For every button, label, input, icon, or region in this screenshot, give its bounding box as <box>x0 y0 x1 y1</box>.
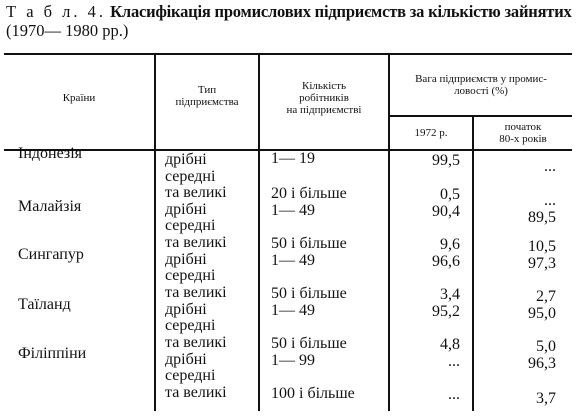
type-cell: та великі <box>165 384 227 401</box>
country-philippines: Філіппіни <box>18 345 87 362</box>
table-top-rule <box>4 53 572 55</box>
header-share: Вага підприємств у промис- ловості (%) <box>415 73 547 97</box>
country-indonesia: Індонезія <box>18 145 83 162</box>
header-workers: Кількість робітників на підприємстві <box>286 80 362 116</box>
table-number: Т а б л. 4. <box>6 2 107 21</box>
workers-cell: 50 і більше 1— 49 <box>271 285 347 319</box>
value-1972-cell: 0,5 90,4 <box>432 186 460 220</box>
value-early80s-cell: 5,0 96,3 <box>528 338 556 372</box>
type-cell: та великі дрібні середні <box>165 184 227 234</box>
workers-cell: 100 і більше <box>271 385 355 402</box>
header-type: Тип підприємства <box>175 84 239 108</box>
type-cell: та великі дрібні середні <box>165 234 227 284</box>
value-1972-cell: ... <box>448 386 460 403</box>
value-1972-cell: 9,6 96,6 <box>432 236 460 270</box>
share-subheader-rule <box>388 115 572 117</box>
column-divider-4 <box>472 115 474 411</box>
value-early80s-cell: ... <box>544 158 556 175</box>
header-early-80s: початок 80-х років <box>499 121 547 145</box>
value-early80s-cell: 3,7 <box>536 390 556 407</box>
header-1972: 1972 р. <box>414 127 448 139</box>
value-early80s-cell: 2,7 95,0 <box>528 288 556 322</box>
type-cell: та великі дрібні середні <box>165 284 227 334</box>
workers-cell: 50 і більше 1— 99 <box>271 335 347 369</box>
workers-cell: 1— 19 <box>271 150 315 167</box>
value-early80s-cell: 10,5 97,3 <box>528 238 556 272</box>
country-thailand: Таїланд <box>18 296 71 313</box>
country-singapore: Сингапур <box>18 246 84 263</box>
value-1972-cell: 4,8 ... <box>440 336 460 370</box>
type-cell: та великі дрібні середні <box>165 334 227 384</box>
table-heading: Класифікація промислових підприємств за кількістю зайнятих <box>110 2 572 21</box>
type-cell: дрібні середні <box>165 151 216 185</box>
table-title <box>6 2 576 40</box>
table-years: (1970— 1980 рр.) <box>6 21 129 40</box>
workers-cell: 20 і більше 1— 49 <box>271 185 347 219</box>
country-malaysia: Малайзія <box>18 198 82 215</box>
workers-cell: 50 і більше 1— 49 <box>271 235 347 269</box>
value-1972-cell: 3,4 95,2 <box>432 286 460 320</box>
value-early80s-cell: ... 89,5 <box>528 192 556 226</box>
header-country: Країни <box>62 92 96 104</box>
value-1972-cell: 99,5 <box>432 152 460 169</box>
